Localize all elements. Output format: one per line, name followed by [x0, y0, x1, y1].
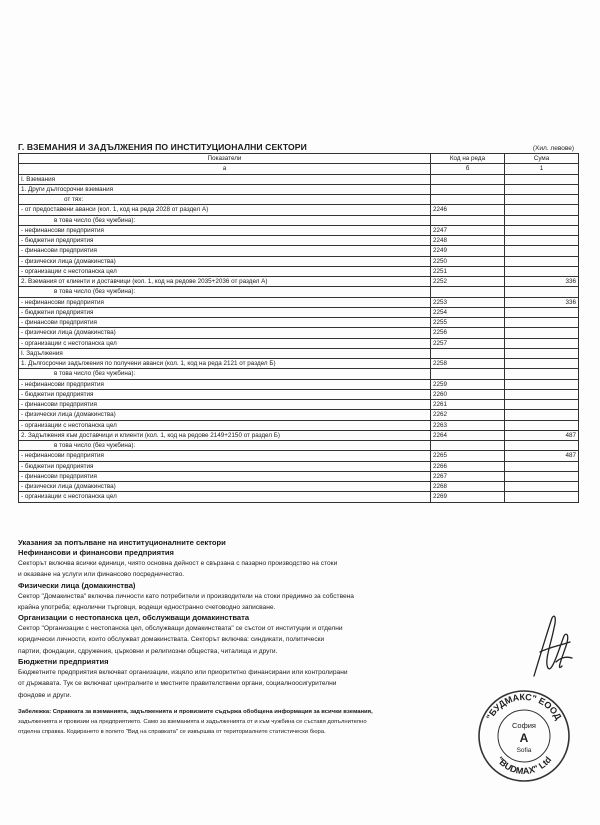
row-label: - организации с нестопанска цел: [19, 338, 431, 348]
row-code: 2266: [431, 461, 505, 471]
row-sum: 487: [505, 430, 579, 440]
row-label: - бюджетни предприятия: [19, 389, 431, 399]
row-code: 2257: [431, 338, 505, 348]
row-code: 2260: [431, 389, 505, 399]
row-code: 2248: [431, 236, 505, 246]
row-label: - бюджетни предприятия: [19, 236, 431, 246]
remark-block: [18, 707, 448, 737]
row-label: - финансови предприятия: [19, 471, 431, 481]
row-label: I. Вземания: [19, 174, 431, 184]
row-code: 2255: [431, 318, 505, 328]
row-code: [431, 195, 505, 205]
table-row: [19, 246, 579, 256]
row-sum: [505, 328, 579, 338]
table-row: [19, 369, 579, 379]
row-label: - физически лица (домакинства): [19, 410, 431, 420]
row-code: [431, 184, 505, 194]
row-sum: [505, 174, 579, 184]
sectors-table: [18, 153, 579, 503]
row-sum: [505, 482, 579, 492]
row-sum: [505, 389, 579, 399]
row-sum: 336: [505, 277, 579, 287]
row-code: 2253: [431, 297, 505, 307]
title-row: [18, 138, 578, 152]
remark-line-2: отделна справка. Кодирането в полето "Вид на справката" се извършва от териториалните статистически бюра.: [18, 729, 326, 735]
instructions-subheading: Физически лица (домакинства): [18, 580, 136, 590]
col-letter-indicator: а: [19, 164, 431, 174]
svg-text:"БУДМАКС" ЕООД: [484, 692, 563, 722]
row-sum: [505, 441, 579, 451]
handwritten-signature: [526, 606, 576, 686]
stamp-city-bg: София: [511, 721, 537, 730]
row-label: - финансови предприятия: [19, 318, 431, 328]
table-row: [19, 451, 579, 461]
table-row: [19, 297, 579, 307]
instructions-text-line: фондове и други.: [18, 691, 72, 699]
row-code: 2262: [431, 410, 505, 420]
svg-text:"BUDMAX" Ltd: [495, 755, 554, 777]
row-label: - организации с нестопанска цел: [19, 420, 431, 430]
table-row: [19, 359, 579, 369]
row-code: 2259: [431, 379, 505, 389]
row-label: - бюджетни предприятия: [19, 307, 431, 317]
row-sum: [505, 246, 579, 256]
table-row: [19, 471, 579, 481]
row-label: - физически лица (домакинства): [19, 256, 431, 266]
row-code: 2268: [431, 482, 505, 492]
row-code: 2267: [431, 471, 505, 481]
row-label: 2. Задължения към доставчици и клиенти (кол. 1, код на редове 2149+2150 от раздел Б): [19, 430, 431, 440]
instructions-text-line: Сектор "Организации с нестопанска цел, обслужващи домакинствата" се състои от институции и отделни: [18, 625, 343, 633]
row-label: в това число (без чужбина):: [19, 369, 431, 379]
table-row: [19, 256, 579, 266]
table-row: [19, 184, 579, 194]
table-row: [19, 389, 579, 399]
row-code: [431, 348, 505, 358]
row-label: I. Задължения: [19, 348, 431, 358]
row-sum: [505, 379, 579, 389]
row-label: в това число (без чужбина):: [19, 215, 431, 225]
col-header-code: Код на реда: [431, 154, 505, 164]
row-sum: [505, 205, 579, 215]
instructions-text-line: Секторът включва всички единици, чиято основна дейност е свързана с пазарно производство на стоки: [18, 560, 338, 567]
row-code: 2263: [431, 420, 505, 430]
instructions-sections: [18, 548, 488, 701]
table-row: [19, 430, 579, 440]
row-sum: [505, 307, 579, 317]
row-label: - нефинансови предприятия: [19, 297, 431, 307]
col-header-indicator: Показатели: [19, 154, 431, 164]
row-code: [431, 174, 505, 184]
row-sum: [505, 348, 579, 358]
table-row: [19, 277, 579, 287]
row-code: 2264: [431, 430, 505, 440]
table-row: [19, 287, 579, 297]
table-row: [19, 492, 579, 502]
table-letter-row: [19, 164, 579, 174]
row-label: - нефинансови предприятия: [19, 451, 431, 461]
row-label: - организации с нестопанска цел: [19, 492, 431, 502]
table-row: [19, 236, 579, 246]
row-code: [431, 441, 505, 451]
stamp-letter: A: [519, 731, 529, 745]
row-sum: [505, 195, 579, 205]
row-label: - бюджетни предприятия: [19, 461, 431, 471]
table-row: [19, 174, 579, 184]
table-header-row: [19, 154, 579, 164]
row-sum: [505, 359, 579, 369]
row-code: [431, 369, 505, 379]
row-label: в това число (без чужбина):: [19, 287, 431, 297]
row-sum: 336: [505, 297, 579, 307]
instructions-heading: Указания за попълване на институционалните сектори: [18, 538, 226, 547]
table-row: [19, 379, 579, 389]
instructions-text-line: партии, фондации, сдружения, църковни и религиозни общества, читалища и други.: [18, 647, 278, 655]
row-sum: [505, 215, 579, 225]
table-row: [19, 266, 579, 276]
table-row: [19, 225, 579, 235]
table-row: [19, 307, 579, 317]
row-code: 2261: [431, 400, 505, 410]
instructions-subheading: Нефинансови и финансови предприятия: [18, 548, 174, 557]
row-label: 1. Дългосрочни задължения по получени аванси (кол. 1, код на реда 2121 от раздел Б): [19, 359, 431, 369]
table-row: [19, 195, 579, 205]
row-label: - физически лица (домакинства): [19, 328, 431, 338]
stamp-bottom-text: "BUDMAX" Ltd: [494, 754, 554, 777]
table-row: [19, 461, 579, 471]
unit-label: (Хил. левове): [532, 145, 574, 152]
row-sum: [505, 471, 579, 481]
row-sum: [505, 400, 579, 410]
row-sum: [505, 287, 579, 297]
row-code: 2246: [431, 205, 505, 215]
row-sum: [505, 420, 579, 430]
remark-bold: Забележка: Справката за вземанията, задълженията и провизиите съдържа обобщена информация за всички вземания,: [18, 709, 373, 715]
row-label: - нефинансови предприятия: [19, 379, 431, 389]
table-row: [19, 410, 579, 420]
row-sum: [505, 369, 579, 379]
col-letter-sum: 1: [505, 164, 579, 174]
row-sum: [505, 410, 579, 420]
row-label: 1. Други дългосрочни вземания: [19, 184, 431, 194]
report-page: [18, 138, 578, 503]
row-sum: [505, 492, 579, 502]
row-sum: [505, 225, 579, 235]
row-code: [431, 287, 505, 297]
table-row: [19, 318, 579, 328]
instructions-subheading: Организации с нестопанска цел, обслужващи домакинствата: [18, 613, 250, 623]
instructions-text-line: от държавата. Тук се включват централните и местните правителствени органи, социалноосигурителни: [18, 680, 337, 688]
table-row: [19, 420, 579, 430]
row-code: 2258: [431, 359, 505, 369]
remark-line-1: задълженията и провизии на предприятието. Само за вземанията и задълженията от и към чужбина се съставя допълнително: [18, 719, 367, 725]
row-label: 2. Вземания от клиенти и доставчици (кол. 1, код на редове 2035+2036 от раздел А): [19, 277, 431, 287]
instructions-text-line: Сектор "Домакинства" включва личности като потребители и производители на стоки предимно за собствена: [18, 592, 354, 600]
row-code: 2256: [431, 328, 505, 338]
row-code: 2247: [431, 225, 505, 235]
table-row: [19, 338, 579, 348]
row-sum: [505, 338, 579, 348]
instructions-text-line: Бюджетните предприятия включват организации, изцяло или приоритетно финансирани или контролирани: [18, 669, 348, 677]
row-sum: [505, 184, 579, 194]
row-code: 2251: [431, 266, 505, 276]
row-sum: [505, 236, 579, 246]
instructions-text-line: крайна употреба; еднолични търговци, водещи едностранно счетоводно записване.: [18, 603, 276, 611]
row-label: от тях:: [19, 195, 431, 205]
row-label: - финансови предприятия: [19, 400, 431, 410]
stamp-top-text: "БУДМАКС" ЕООД: [484, 691, 564, 722]
table-row: [19, 215, 579, 225]
row-code: 2249: [431, 246, 505, 256]
row-label: в това число (без чужбина):: [19, 441, 431, 451]
instructions-text-line: и оказване на услуги или финансово посредничество.: [18, 571, 185, 579]
row-sum: 487: [505, 451, 579, 461]
company-stamp: [476, 688, 572, 784]
row-label: - организации с нестопанска цел: [19, 266, 431, 276]
row-sum: [505, 461, 579, 471]
row-sum: [505, 256, 579, 266]
stamp-city-en: Sofia: [516, 747, 532, 754]
col-letter-code: б: [431, 164, 505, 174]
row-code: 2252: [431, 277, 505, 287]
table-row: [19, 205, 579, 215]
col-header-sum: Сума: [505, 154, 579, 164]
instructions-subheading: Бюджетни предприятия: [18, 657, 109, 667]
row-code: 2265: [431, 451, 505, 461]
table-row: [19, 328, 579, 338]
row-label: - физически лица (домакинства): [19, 482, 431, 492]
table-row: [19, 348, 579, 358]
row-code: 2269: [431, 492, 505, 502]
row-sum: [505, 266, 579, 276]
table-row: [19, 441, 579, 451]
row-code: [431, 215, 505, 225]
section-title: Г. ВЗЕМАНИЯ И ЗАДЪЛЖЕНИЯ ПО ИНСТИТУЦИОНАЛНИ СЕКТОРИ: [18, 142, 307, 152]
row-code: 2254: [431, 307, 505, 317]
table-body: [19, 174, 579, 502]
instructions-text-line: юридически личности, които обслужват домакинствата. Секторът включва: синдикати, политически: [18, 636, 325, 644]
row-label: - нефинансови предприятия: [19, 225, 431, 235]
row-label: - от предоставени аванси (кол. 1, код на реда 2028 от раздел А): [19, 205, 431, 215]
row-code: 2250: [431, 256, 505, 266]
row-sum: [505, 318, 579, 328]
table-row: [19, 482, 579, 492]
instructions-block: [18, 538, 488, 701]
table-row: [19, 400, 579, 410]
row-label: - финансови предприятия: [19, 246, 431, 256]
